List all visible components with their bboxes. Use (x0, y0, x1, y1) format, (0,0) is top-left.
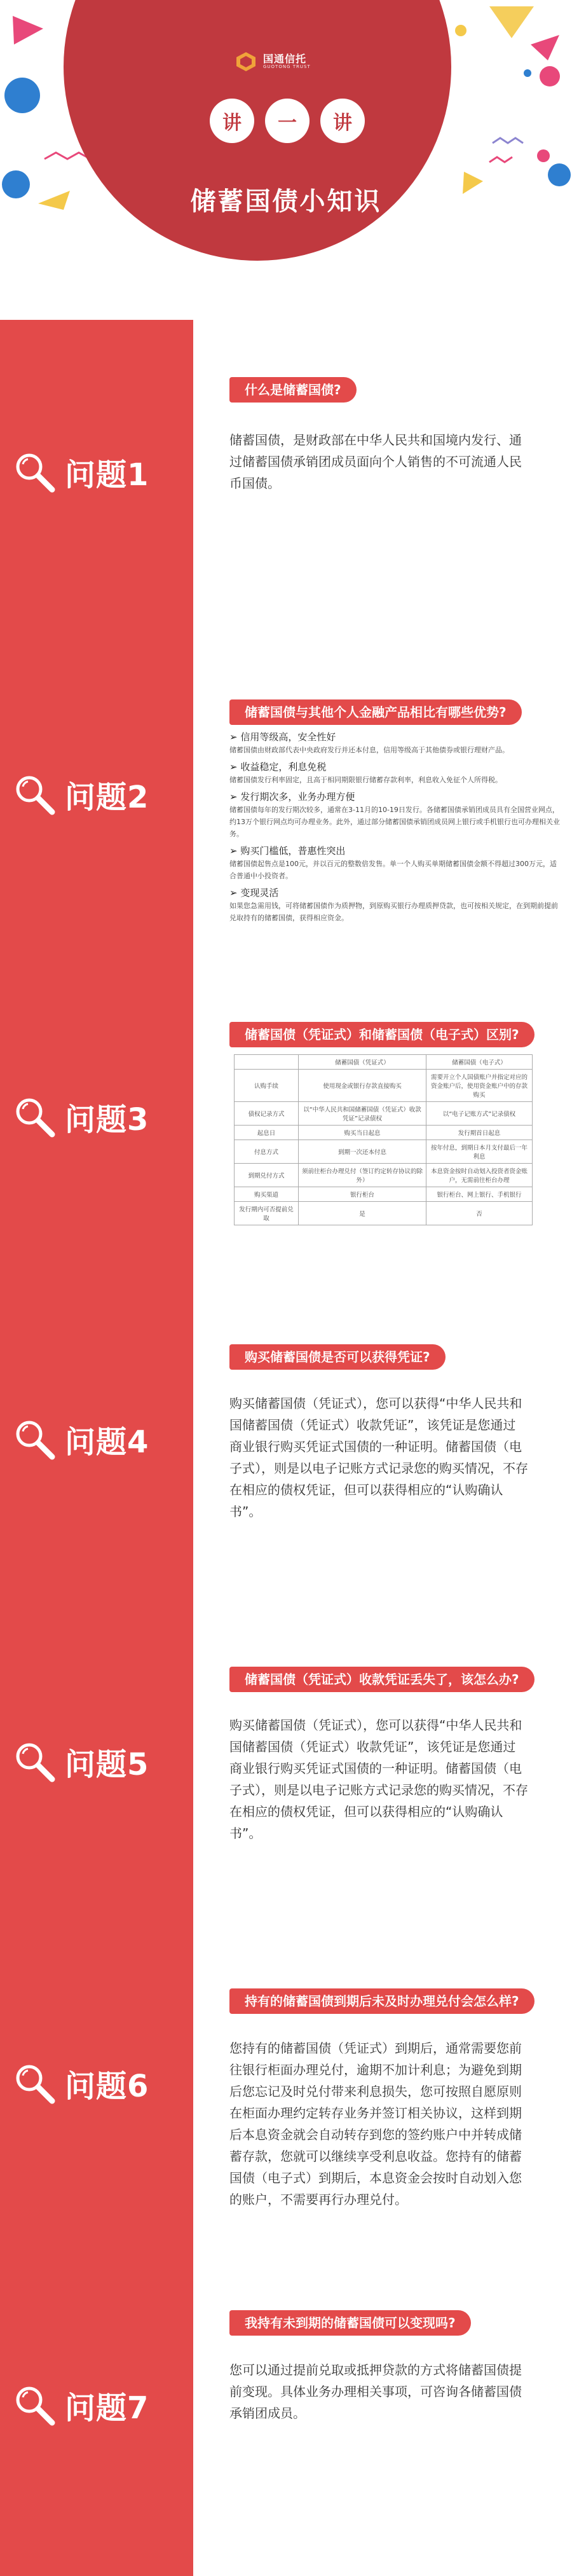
table-cell: 以“中华人民共和国储蓄国债（凭证式）收款凭证”记录债权 (299, 1102, 426, 1126)
advantage-text: 如果您急需用钱，可将储蓄国债作为质押物，到原购买银行办理质押贷款，也可按相关规定，在到期前提前兑取持有的储蓄国债，获得相应资金。 (229, 902, 558, 922)
question-heading: 什么是储蓄国债? (229, 377, 357, 403)
table-cell: 发行期首日起息 (426, 1126, 533, 1140)
table-cell: 付息方式 (235, 1140, 299, 1164)
advantage-item (229, 844, 563, 882)
question-number: 问题1 (65, 457, 149, 493)
advantage-item (229, 730, 563, 756)
search-icon (13, 1095, 56, 1138)
table-cell: 需要开立个人国债账户并指定对应的资金账户后，使用资金账户中的存款购买 (426, 1070, 533, 1102)
search-icon (13, 2383, 56, 2427)
advantage-title: ➢ 收益稳定，利息免税 (229, 761, 327, 773)
answer-text: 您可以通过提前兑取或抵押贷款的方式将储蓄国债提前变现。具体业务办理相关事项，可咨询各储蓄国债承销团成员。 (229, 2362, 522, 2421)
speak-badge: 一 (265, 99, 310, 143)
speak-badge: 讲 (320, 99, 365, 143)
advantage-text: 储蓄国债由财政部代表中央政府发行并还本付息，信用等级高于其他债券或银行理财产品。 (229, 746, 509, 754)
table-row (235, 1070, 533, 1102)
search-icon (13, 1740, 56, 1783)
question-number: 问题7 (65, 2390, 149, 2426)
answer-text: 购买储蓄国债（凭证式），您可以获得“中华人民共和国储蓄国债（凭证式）收款凭证”，该凭证是您通过商业银行购买凭证式国债的一种证明。储蓄国债（电子式），则是以电子记账方式记录您的购买情况，不存在相应的债权凭证，但可以获得相应的“认购确认书”。 (229, 1396, 528, 1519)
question-heading: 我持有未到期的储蓄国债可以变现吗? (229, 2310, 471, 2336)
search-icon (13, 2062, 56, 2105)
question-heading: 储蓄国债与其他个人金融产品相比有哪些优势? (229, 699, 522, 725)
advantage-title: ➢ 信用等级高，安全性好 (229, 731, 336, 743)
question-heading: 储蓄国债（凭证式）收款凭证丢失了，该怎么办? (229, 1667, 535, 1692)
table-row (235, 1140, 533, 1164)
answer-text: 储蓄国债，是财政部在中华人民共和国境内发行、通过储蓄国债承销团成员面向个人销售的不可流通人民币国债。 (229, 432, 522, 491)
question-number: 问题5 (65, 1746, 149, 1782)
advantage-text: 储蓄国债每年的发行期次较多，通常在3-11月的10-19日发行。各储蓄国债承销团成员具有全国营业网点，约13万个银行网点均可办理业务。此外，通过部分储蓄国债承销团成员网上银行或手机银行也可办理相关业务。 (229, 806, 560, 838)
table-cell: 到期一次还本付息 (299, 1140, 426, 1164)
table-cell: 否 (426, 1202, 533, 1225)
search-icon (13, 1417, 56, 1461)
advantage-title: ➢ 变现灵活 (229, 887, 279, 899)
question-number: 问题2 (65, 779, 149, 815)
table-header-row (235, 1055, 533, 1070)
logo-english: GUOTONG TRUST (263, 64, 311, 69)
brand-logo (235, 51, 311, 72)
question-label (13, 1414, 193, 1464)
header-circle (64, 0, 451, 261)
table-cell: 到期兑付方式 (235, 1164, 299, 1187)
question-label (13, 446, 193, 497)
answer-text: 您持有的储蓄国债（凭证式）到期后，通常需要您前往银行柜面办理兑付，逾期不加计利息；为避免到期后您忘记及时兑付带来利息损失，您可按照自愿原则在柜面办理约定转存业务并签订相关协议，这样到期后本息资金就会自动转存到您的签约账户中并转成储蓄存款，您就可以继续享受利息收益。您持有的储蓄国债（电子式）到期后，本息资金会按时自动划入您的账户，不需要再行办理兑付。 (229, 2041, 522, 2207)
table-cell: 债权记录方式 (235, 1102, 299, 1126)
advantages-list (229, 730, 563, 928)
question-heading: 储蓄国债（凭证式）和储蓄国债（电子式）区别? (229, 1022, 535, 1047)
table-cell: 起息日 (235, 1126, 299, 1140)
table-cell: 购买当日起息 (299, 1126, 426, 1140)
question-label (13, 2058, 193, 2109)
table-row (235, 1202, 533, 1225)
advantage-item (229, 886, 563, 924)
table-row (235, 1102, 533, 1126)
table-cell: 银行柜台、网上银行、手机银行 (426, 1187, 533, 1202)
table-row (235, 1126, 533, 1140)
question-label (13, 2380, 193, 2430)
question-label (13, 769, 193, 820)
search-icon (13, 450, 56, 493)
table-cell: 按年付息，到期日本月支付最后一年利息 (426, 1140, 533, 1164)
comparison-table (234, 1054, 533, 1225)
question-label (13, 1736, 193, 1787)
search-icon (13, 773, 56, 816)
table-header-cell: 储蓄国债（凭证式） (299, 1055, 426, 1070)
table-row (235, 1164, 533, 1187)
table-header-cell: 储蓄国债（电子式） (426, 1055, 533, 1070)
page-title: 储蓄国债小知识 (190, 187, 382, 216)
question-heading: 持有的储蓄国债到期后未及时办理兑付会怎么样? (229, 1988, 535, 2014)
advantage-item (229, 790, 563, 840)
advantage-text: 储蓄国债起售点是100元，并以百元的整数倍发售。单一个人购买单期储蓄国债金额不得超过300万元，适合普通中小投资者。 (229, 860, 557, 880)
table-row (235, 1187, 533, 1202)
table-cell: 认购手续 (235, 1070, 299, 1102)
answer-text: 购买储蓄国债（凭证式），您可以获得“中华人民共和国储蓄国债（凭证式）收款凭证”，该凭证是您通过商业银行购买凭证式国债的一种证明。储蓄国债（电子式），则是以电子记账方式记录您的购买情况，不存在相应的债权凭证，但可以获得相应的“认购确认书”。 (229, 1718, 528, 1841)
speak-badge: 讲 (210, 99, 254, 143)
table-cell: 以“电子记账方式”记录债权 (426, 1102, 533, 1126)
question-heading: 购买储蓄国债是否可以获得凭证? (229, 1344, 446, 1370)
logo-name: 国通信托 (263, 53, 307, 65)
question-number: 问题6 (65, 2068, 149, 2104)
table-cell: 购买渠道 (235, 1187, 299, 1202)
advantage-item (229, 760, 563, 786)
advantage-title: ➢ 购买门槛低，普惠性突出 (229, 845, 346, 857)
table-cell: 使用现金或银行存款直接购买 (299, 1070, 426, 1102)
question-number: 问题3 (65, 1101, 149, 1138)
question-label (13, 1091, 193, 1142)
table-cell: 本息资金按时自动划入投资者资金账户，无需前往柜台办理 (426, 1164, 533, 1187)
table-header-cell (235, 1055, 299, 1070)
table-cell: 银行柜台 (299, 1187, 426, 1202)
advantage-title: ➢ 发行期次多，业务办理方便 (229, 791, 355, 802)
table-cell: 发行期内可否提前兑取 (235, 1202, 299, 1225)
question-number: 问题4 (65, 1424, 149, 1460)
advantage-text: 储蓄国债发行利率固定，且高于相同期限银行储蓄存款利率，利息收入免征个人所得税。 (229, 776, 502, 784)
table-cell: 是 (299, 1202, 426, 1225)
logo-icon (235, 51, 257, 72)
table-cell: 须前往柜台办理兑付（签订约定转存协议的除外） (299, 1164, 426, 1187)
